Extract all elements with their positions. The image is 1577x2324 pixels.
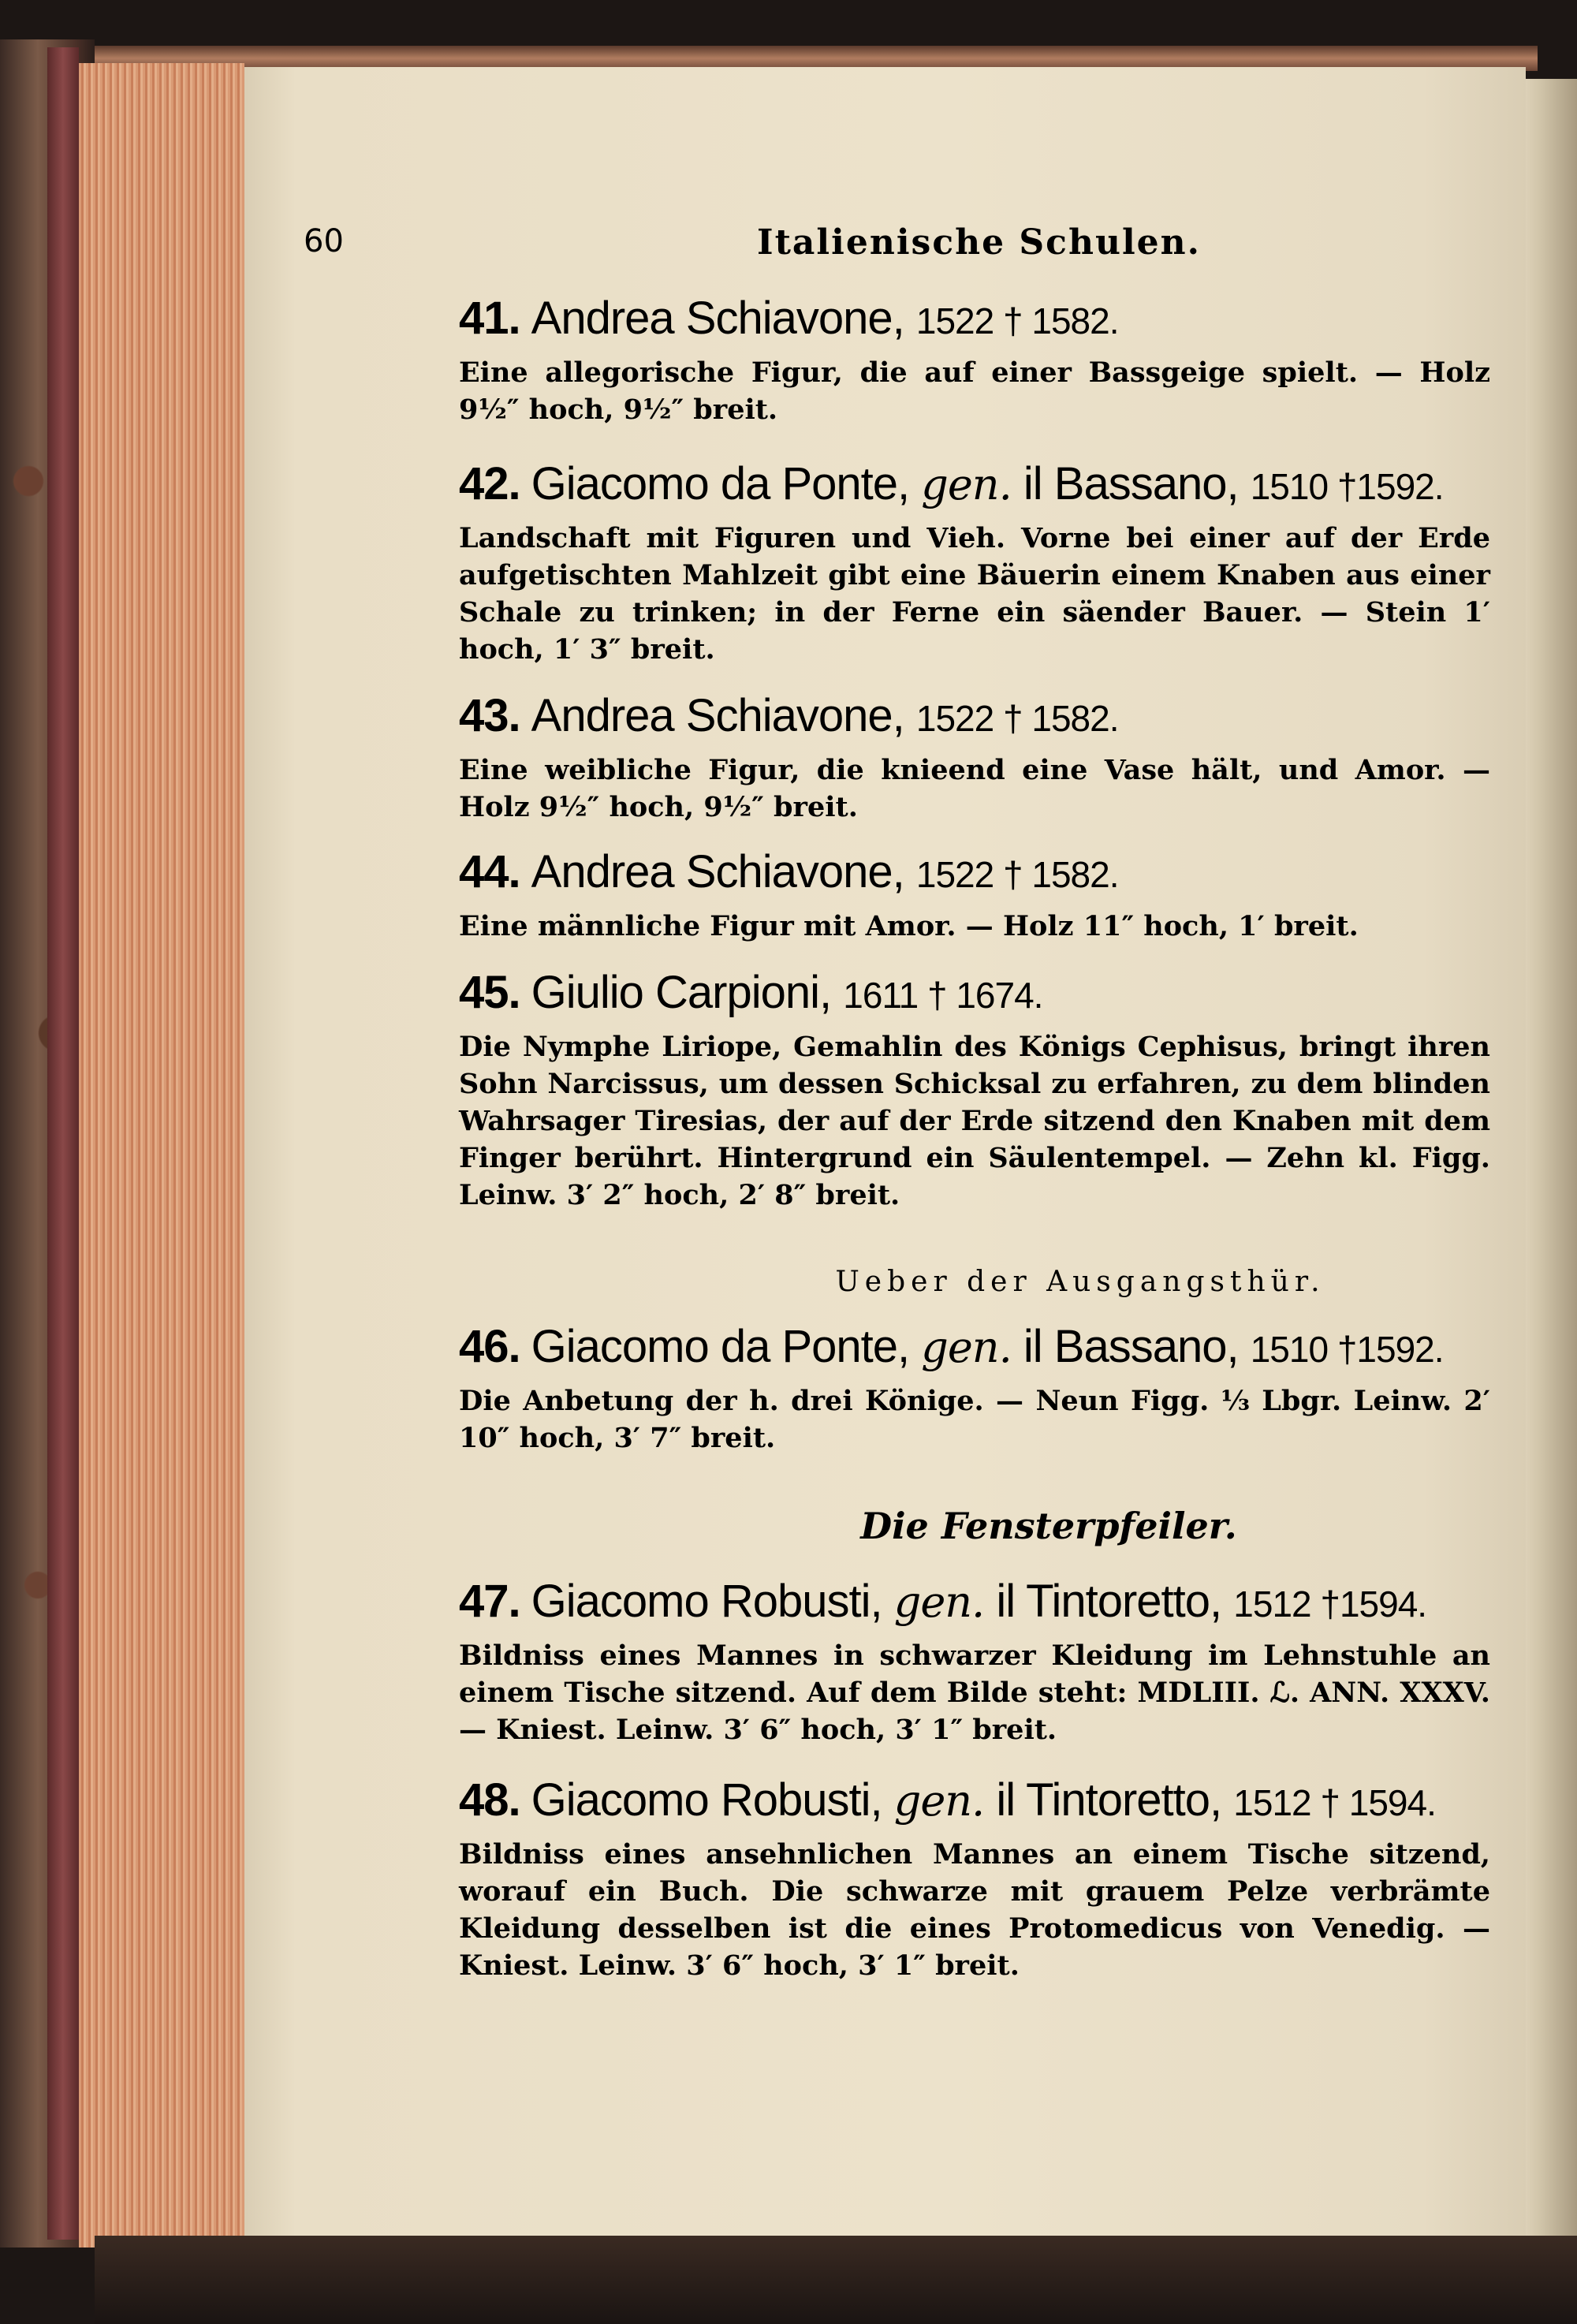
section-subheading-door: Ueber der Ausgangsthür. xyxy=(835,1266,1325,1298)
entry-description: Die Anbetung der h. drei Könige. — Neun Figg. ⅓ Lbgr. Leinw. 2′ 10″ hoch, 3′ 7″ breit. xyxy=(459,1385,1490,1454)
artist-dates: 1510 †1592. xyxy=(1250,466,1444,507)
artist-dates: 1611 † 1674. xyxy=(843,975,1043,1016)
catalog-entry-45 xyxy=(459,964,1490,1214)
artist-nickname: il Tintoretto, xyxy=(996,1774,1222,1826)
facing-page-edge xyxy=(1518,79,1577,2240)
catalog-entry-42 xyxy=(459,456,1490,668)
entry-number: 48. xyxy=(459,1774,520,1826)
artist-dates: 1522 † 1582. xyxy=(915,854,1119,895)
entry-description: Bildniss eines ansehnlichen Mannes an einem Tische sitzend, worauf ein Buch. Die schwarze mit grauem Pelze verbrämte Kleidung desselben ist die eines Protomedicus von Venedig. — Kniest. Leinw. 3′ 6″ hoch, 3′ 1″ breit. xyxy=(459,1838,1490,1982)
entry-description: Eine männliche Figur mit Amor. — Holz 11″ hoch, 1′ breit. xyxy=(459,910,1359,942)
entry-description: Eine allegorische Figur, die auf einer Bassgeige spielt. — Holz 9½″ hoch, 9½″ breit. xyxy=(459,356,1490,426)
artist-name: Giacomo Robusti, xyxy=(531,1576,882,1627)
artist-dates: 1522 † 1582. xyxy=(915,698,1119,739)
catalog-entry-43 xyxy=(459,688,1490,826)
entry-description: Die Nymphe Liriope, Gemahlin des Königs Cephisus, bringt ihren Sohn Narcissus, um dessen Schicksal zu erfahren, zu dem blinden Wahrsager Tiresias, der auf der Erde sitzend den Knaben mit dem Finger berührt. Hintergrund ein Säulentempel. — Zehn kl. Figg. Leinw. 3′ 2″ hoch, 2′ 8″ breit. xyxy=(459,1031,1490,1211)
catalog-entry-46 xyxy=(459,1319,1490,1457)
artist-nickname: il Bassano, xyxy=(1023,458,1239,509)
entry-description: Eine weibliche Figur, die knieend eine Vase hält, und Amor. — Holz 9½″ hoch, 9½″ breit. xyxy=(459,754,1490,823)
artist-name: Giacomo Robusti, xyxy=(531,1774,882,1826)
page-number: 60 xyxy=(304,223,344,259)
catalog-entry-44 xyxy=(459,844,1490,945)
entry-number: 47. xyxy=(459,1576,520,1627)
genannt-abbrev: gen. xyxy=(921,1322,1012,1372)
entry-title xyxy=(459,1319,1490,1378)
artist-nickname: il Tintoretto, xyxy=(996,1576,1222,1627)
artist-dates: 1512 †1594. xyxy=(1233,1584,1427,1625)
entry-title xyxy=(459,844,1490,903)
entry-number: 41. xyxy=(459,293,520,344)
artist-dates: 1510 †1592. xyxy=(1250,1329,1444,1370)
genannt-abbrev: gen. xyxy=(921,460,1012,509)
artist-name: Giulio Carpioni, xyxy=(531,967,832,1018)
section-heading-window-piers: Die Fensterpfeiler. xyxy=(860,1505,1237,1547)
entry-title xyxy=(459,688,1490,747)
artist-name: Andrea Schiavone, xyxy=(531,690,904,741)
entry-title xyxy=(459,456,1490,515)
artist-name: Giacomo da Ponte, xyxy=(531,1321,910,1372)
entry-title xyxy=(459,1573,1490,1632)
artist-nickname: il Bassano, xyxy=(1023,1321,1239,1372)
catalog-entry-47 xyxy=(459,1573,1490,1748)
entry-title xyxy=(459,290,1490,349)
entry-number: 43. xyxy=(459,690,520,741)
entry-number: 42. xyxy=(459,458,520,509)
bottom-shadow xyxy=(95,2236,1577,2324)
artist-dates: 1512 † 1594. xyxy=(1233,1782,1436,1823)
entry-number: 46. xyxy=(459,1321,520,1372)
entry-number: 45. xyxy=(459,967,520,1018)
entry-title xyxy=(459,964,1490,1024)
artist-dates: 1522 † 1582. xyxy=(915,300,1119,341)
genannt-abbrev: gen. xyxy=(893,1776,985,1826)
entry-description: Landschaft mit Figuren und Vieh. Vorne bei einer auf der Erde aufgetischten Mahlzeit gibt eine Bäuerin einem Knaben aus einer Schale zu trinken; in der Ferne ein säender Bauer. — Stein 1′ hoch, 1′ 3″ breit. xyxy=(459,522,1490,666)
running-head: Italienische Schulen. xyxy=(757,222,1201,263)
artist-name: Giacomo da Ponte, xyxy=(531,458,910,509)
entry-number: 44. xyxy=(459,846,520,897)
entry-title xyxy=(459,1772,1490,1831)
stacked-page-edges xyxy=(79,63,244,2248)
entry-description: Bildniss eines Mannes in schwarzer Kleidung im Lehnstuhle an einem Tische sitzend. Auf dem Bilde steht: MDLIII. ℒ. ANN. XXXV. — Kniest. Leinw. 3′ 6″ hoch, 3′ 1″ breit. xyxy=(459,1639,1490,1746)
genannt-abbrev: gen. xyxy=(893,1577,985,1627)
catalog-entry-48 xyxy=(459,1772,1490,1984)
artist-name: Andrea Schiavone, xyxy=(531,846,904,897)
artist-name: Andrea Schiavone, xyxy=(531,293,904,344)
catalog-entry-41 xyxy=(459,290,1490,428)
cover-spine-band xyxy=(47,47,79,2240)
